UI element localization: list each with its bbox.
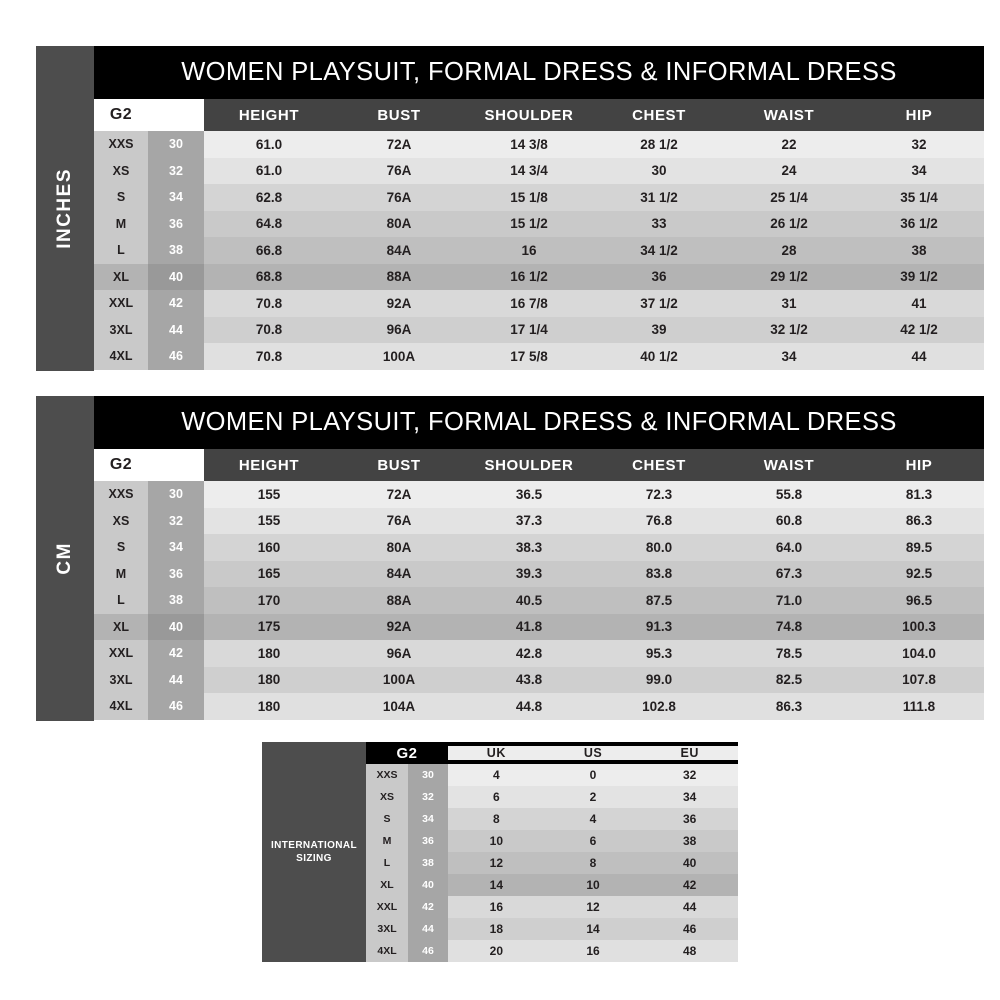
cell-hip: 96.5 (854, 587, 984, 614)
row-size: 3XL (94, 667, 148, 694)
cell-chest: 91.3 (594, 614, 724, 641)
cell-bust: 84A (334, 237, 464, 264)
row-size-number: 32 (148, 508, 204, 535)
cell-hip: 44 (854, 343, 984, 370)
cell-hip: 36 1/2 (854, 211, 984, 238)
row-size: XS (366, 786, 408, 808)
header-height: HEIGHT (204, 449, 334, 481)
row-size-number: 42 (408, 896, 448, 918)
table-row (366, 852, 738, 874)
cell-shoulder: 37.3 (464, 508, 594, 535)
row-size-number: 44 (148, 317, 204, 344)
cell-chest: 37 1/2 (594, 290, 724, 317)
row-size: XXL (94, 640, 148, 667)
table-row (94, 211, 984, 238)
cell-uk: 20 (448, 940, 545, 962)
cell-bust: 72A (334, 131, 464, 158)
table-row (94, 184, 984, 211)
cell-hip: 35 1/4 (854, 184, 984, 211)
size-chart-inches (36, 46, 984, 371)
table-header-row (94, 449, 984, 481)
cell-height: 165 (204, 561, 334, 588)
table-row (366, 808, 738, 830)
row-size: 3XL (366, 918, 408, 940)
cell-hip: 92.5 (854, 561, 984, 588)
intl-header-size: G2 (366, 745, 448, 762)
cell-height: 70.8 (204, 343, 334, 370)
cell-height: 64.8 (204, 211, 334, 238)
cell-shoulder: 38.3 (464, 534, 594, 561)
cell-shoulder: 44.8 (464, 693, 594, 720)
cell-chest: 40 1/2 (594, 343, 724, 370)
cell-waist: 74.8 (724, 614, 854, 641)
cell-height: 180 (204, 640, 334, 667)
cell-shoulder: 42.8 (464, 640, 594, 667)
cell-hip: 42 1/2 (854, 317, 984, 344)
cell-bust: 96A (334, 640, 464, 667)
cell-height: 155 (204, 508, 334, 535)
cell-shoulder: 15 1/2 (464, 211, 594, 238)
row-size: XXS (94, 481, 148, 508)
intl-header-uk: UK (448, 746, 545, 760)
cell-bust: 88A (334, 587, 464, 614)
cell-height: 155 (204, 481, 334, 508)
cell-us: 12 (545, 896, 642, 918)
cell-chest: 28 1/2 (594, 131, 724, 158)
header-shoulder: SHOULDER (464, 99, 594, 131)
cell-shoulder: 39.3 (464, 561, 594, 588)
cell-eu: 44 (641, 896, 738, 918)
cell-shoulder: 43.8 (464, 667, 594, 694)
chart-grid (94, 46, 984, 371)
row-size: S (94, 184, 148, 211)
cell-bust: 80A (334, 211, 464, 238)
cell-waist: 29 1/2 (724, 264, 854, 291)
cell-waist: 64.0 (724, 534, 854, 561)
cell-waist: 60.8 (724, 508, 854, 535)
cell-bust: 96A (334, 317, 464, 344)
row-size: XXS (94, 131, 148, 158)
table-row (94, 237, 984, 264)
row-size-number: 36 (148, 561, 204, 588)
table-row (94, 158, 984, 185)
row-size: L (366, 852, 408, 874)
cell-chest: 39 (594, 317, 724, 344)
header-bust: BUST (334, 99, 464, 131)
cell-shoulder: 40.5 (464, 587, 594, 614)
row-size: XXS (366, 764, 408, 786)
cell-us: 4 (545, 808, 642, 830)
cell-bust: 92A (334, 614, 464, 641)
row-size-number: 38 (148, 237, 204, 264)
cell-height: 62.8 (204, 184, 334, 211)
cell-height: 70.8 (204, 317, 334, 344)
row-size-number: 34 (408, 808, 448, 830)
cell-chest: 102.8 (594, 693, 724, 720)
table-row (366, 830, 738, 852)
cell-shoulder: 14 3/8 (464, 131, 594, 158)
cell-chest: 34 1/2 (594, 237, 724, 264)
row-size: S (366, 808, 408, 830)
table-row (94, 561, 984, 588)
cell-chest: 99.0 (594, 667, 724, 694)
cell-us: 8 (545, 852, 642, 874)
table-row (94, 264, 984, 291)
cell-waist: 71.0 (724, 587, 854, 614)
header-hip: HIP (854, 99, 984, 131)
cell-waist: 86.3 (724, 693, 854, 720)
table-row (94, 131, 984, 158)
row-size: XL (366, 874, 408, 896)
cell-us: 6 (545, 830, 642, 852)
cell-hip: 39 1/2 (854, 264, 984, 291)
header-height: HEIGHT (204, 99, 334, 131)
row-size-number: 46 (408, 940, 448, 962)
cell-bust: 76A (334, 508, 464, 535)
row-size-number: 42 (148, 640, 204, 667)
row-size: XS (94, 158, 148, 185)
table-row (94, 343, 984, 370)
header-chest: CHEST (594, 449, 724, 481)
table-header-row (94, 99, 984, 131)
cell-eu: 40 (641, 852, 738, 874)
header-size-number (148, 449, 204, 481)
row-size: M (94, 211, 148, 238)
row-size: 4XL (94, 343, 148, 370)
row-size: XXL (366, 896, 408, 918)
cell-chest: 76.8 (594, 508, 724, 535)
cell-waist: 31 (724, 290, 854, 317)
row-size-number: 32 (148, 158, 204, 185)
cell-shoulder: 41.8 (464, 614, 594, 641)
row-size-number: 38 (148, 587, 204, 614)
cell-bust: 84A (334, 561, 464, 588)
cell-chest: 33 (594, 211, 724, 238)
table-row (366, 786, 738, 808)
cell-hip: 86.3 (854, 508, 984, 535)
table-row (366, 764, 738, 786)
cell-bust: 80A (334, 534, 464, 561)
table-row (94, 587, 984, 614)
row-size-number: 46 (148, 343, 204, 370)
cell-waist: 25 1/4 (724, 184, 854, 211)
cell-bust: 100A (334, 343, 464, 370)
table-row (366, 918, 738, 940)
cell-bust: 104A (334, 693, 464, 720)
table-row (94, 290, 984, 317)
header-waist: WAIST (724, 449, 854, 481)
row-size: S (94, 534, 148, 561)
row-size-number: 40 (148, 614, 204, 641)
row-size-number: 32 (408, 786, 448, 808)
row-size-number: 34 (148, 184, 204, 211)
cell-chest: 80.0 (594, 534, 724, 561)
cell-waist: 22 (724, 131, 854, 158)
international-sizing-table (262, 742, 738, 962)
cell-eu: 34 (641, 786, 738, 808)
cell-bust: 76A (334, 158, 464, 185)
table-row (94, 481, 984, 508)
cell-eu: 32 (641, 764, 738, 786)
cell-height: 180 (204, 667, 334, 694)
cell-shoulder: 16 (464, 237, 594, 264)
cell-waist: 82.5 (724, 667, 854, 694)
table-row (94, 317, 984, 344)
row-size-number: 44 (408, 918, 448, 940)
cell-shoulder: 17 1/4 (464, 317, 594, 344)
cell-height: 61.0 (204, 158, 334, 185)
row-size-number: 36 (148, 211, 204, 238)
table-row (94, 508, 984, 535)
cell-height: 70.8 (204, 290, 334, 317)
cell-waist: 32 1/2 (724, 317, 854, 344)
intl-header-us: US (545, 746, 642, 760)
header-waist: WAIST (724, 99, 854, 131)
table-row (94, 667, 984, 694)
row-size-number: 36 (408, 830, 448, 852)
chart-title: WOMEN PLAYSUIT, FORMAL DRESS & INFORMAL DRESS (94, 396, 984, 449)
intl-header-row (366, 742, 738, 764)
cell-waist: 24 (724, 158, 854, 185)
cell-shoulder: 17 5/8 (464, 343, 594, 370)
cell-height: 160 (204, 534, 334, 561)
cell-height: 66.8 (204, 237, 334, 264)
header-shoulder: SHOULDER (464, 449, 594, 481)
international-sizing-label (262, 742, 366, 962)
cell-bust: 76A (334, 184, 464, 211)
table-row (94, 640, 984, 667)
label-line-1: INTERNATIONAL (270, 840, 358, 851)
cell-uk: 4 (448, 764, 545, 786)
cell-eu: 38 (641, 830, 738, 852)
row-size-number: 30 (148, 131, 204, 158)
cell-height: 68.8 (204, 264, 334, 291)
row-size-number: 40 (148, 264, 204, 291)
cell-eu: 36 (641, 808, 738, 830)
cell-height: 170 (204, 587, 334, 614)
row-size-number: 46 (148, 693, 204, 720)
unit-label-cm: CM (36, 396, 94, 721)
row-size: 3XL (94, 317, 148, 344)
row-size-number: 38 (408, 852, 448, 874)
cell-us: 10 (545, 874, 642, 896)
cell-us: 16 (545, 940, 642, 962)
header-size: G2 (94, 99, 148, 131)
cell-uk: 14 (448, 874, 545, 896)
unit-label-inches: INCHES (36, 46, 94, 371)
chart-title: WOMEN PLAYSUIT, FORMAL DRESS & INFORMAL DRESS (94, 46, 984, 99)
table-row (366, 874, 738, 896)
cell-waist: 26 1/2 (724, 211, 854, 238)
cell-hip: 111.8 (854, 693, 984, 720)
cell-waist: 67.3 (724, 561, 854, 588)
cell-hip: 81.3 (854, 481, 984, 508)
cell-shoulder: 15 1/8 (464, 184, 594, 211)
cell-bust: 100A (334, 667, 464, 694)
cell-hip: 107.8 (854, 667, 984, 694)
row-size: XXL (94, 290, 148, 317)
chart-grid (94, 396, 984, 721)
row-size: L (94, 587, 148, 614)
intl-header-eu: EU (641, 746, 738, 760)
row-size: M (94, 561, 148, 588)
row-size: XL (94, 264, 148, 291)
cell-shoulder: 16 7/8 (464, 290, 594, 317)
cell-height: 180 (204, 693, 334, 720)
cell-uk: 16 (448, 896, 545, 918)
cell-hip: 89.5 (854, 534, 984, 561)
cell-uk: 18 (448, 918, 545, 940)
cell-uk: 10 (448, 830, 545, 852)
table-row (94, 693, 984, 720)
row-size-number: 30 (148, 481, 204, 508)
row-size-number: 30 (408, 764, 448, 786)
cell-chest: 72.3 (594, 481, 724, 508)
cell-hip: 32 (854, 131, 984, 158)
row-size-number: 34 (148, 534, 204, 561)
row-size: 4XL (366, 940, 408, 962)
cell-eu: 42 (641, 874, 738, 896)
cell-shoulder: 16 1/2 (464, 264, 594, 291)
cell-shoulder: 36.5 (464, 481, 594, 508)
cell-height: 61.0 (204, 131, 334, 158)
cell-chest: 31 1/2 (594, 184, 724, 211)
cell-hip: 100.3 (854, 614, 984, 641)
row-size: XL (94, 614, 148, 641)
size-chart-cm (36, 396, 984, 721)
cell-us: 0 (545, 764, 642, 786)
cell-chest: 36 (594, 264, 724, 291)
cell-chest: 87.5 (594, 587, 724, 614)
row-size-number: 42 (148, 290, 204, 317)
cell-uk: 8 (448, 808, 545, 830)
header-size-number (148, 99, 204, 131)
row-size: 4XL (94, 693, 148, 720)
label-line-2: SIZING (296, 853, 332, 864)
cell-chest: 83.8 (594, 561, 724, 588)
row-size-number: 44 (148, 667, 204, 694)
cell-waist: 78.5 (724, 640, 854, 667)
cell-us: 2 (545, 786, 642, 808)
intl-grid (366, 742, 738, 962)
table-row (366, 896, 738, 918)
table-row (366, 940, 738, 962)
cell-uk: 6 (448, 786, 545, 808)
cell-eu: 46 (641, 918, 738, 940)
table-row (94, 614, 984, 641)
cell-bust: 88A (334, 264, 464, 291)
row-size: M (366, 830, 408, 852)
cell-bust: 72A (334, 481, 464, 508)
header-size: G2 (94, 449, 148, 481)
cell-shoulder: 14 3/4 (464, 158, 594, 185)
cell-hip: 34 (854, 158, 984, 185)
cell-bust: 92A (334, 290, 464, 317)
row-size-number: 40 (408, 874, 448, 896)
header-hip: HIP (854, 449, 984, 481)
header-bust: BUST (334, 449, 464, 481)
cell-hip: 38 (854, 237, 984, 264)
cell-chest: 30 (594, 158, 724, 185)
cell-uk: 12 (448, 852, 545, 874)
cell-hip: 41 (854, 290, 984, 317)
table-row (94, 534, 984, 561)
cell-waist: 55.8 (724, 481, 854, 508)
cell-hip: 104.0 (854, 640, 984, 667)
cell-height: 175 (204, 614, 334, 641)
cell-waist: 28 (724, 237, 854, 264)
row-size: L (94, 237, 148, 264)
cell-waist: 34 (724, 343, 854, 370)
cell-eu: 48 (641, 940, 738, 962)
cell-us: 14 (545, 918, 642, 940)
header-chest: CHEST (594, 99, 724, 131)
cell-chest: 95.3 (594, 640, 724, 667)
row-size: XS (94, 508, 148, 535)
